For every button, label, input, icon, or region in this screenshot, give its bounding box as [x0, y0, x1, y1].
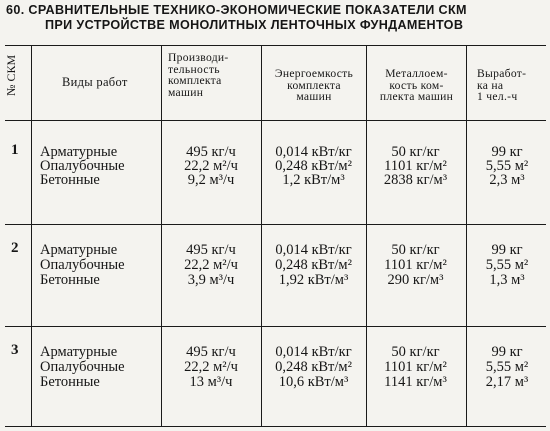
row-output: 5,55 м² — [485, 257, 529, 273]
row-energy: 0,248 кВт/м² — [275, 359, 352, 375]
column-divider-num — [31, 45, 32, 427]
header-metal: Металлоем- кость ком- плекта машин — [379, 67, 454, 103]
row-metal: 1101 кг/м² — [384, 158, 447, 174]
table-bottom-rule — [5, 426, 546, 427]
row-energy: 0,248 кВт/м² — [275, 158, 352, 174]
title-line-2: ПРИ УСТРОЙСТВЕ МОНОЛИТНЫХ ЛЕНТОЧНЫХ ФУНДАМЕНТОВ — [45, 18, 464, 32]
row-output: 99 кг — [491, 144, 523, 160]
row-prod: 9,2 м³/ч — [187, 172, 235, 188]
row-energy: 0,248 кВт/м² — [275, 257, 352, 273]
header-work: Виды работ — [62, 75, 128, 89]
row-energy: 0,014 кВт/кг — [275, 144, 352, 160]
skm-number: 3 — [11, 342, 19, 358]
row-prod: 3,9 м³/ч — [187, 272, 235, 288]
row-prod: 22,2 м²/ч — [184, 257, 238, 273]
row-output: 5,55 м² — [485, 359, 529, 375]
row-work: Бетонные — [40, 172, 100, 188]
row-prod: 495 кг/ч — [186, 144, 236, 160]
table-top-rule — [5, 45, 546, 46]
header-prod: Производи- тельность комплекта машин — [168, 51, 229, 99]
row-work: Опалубочные — [40, 359, 125, 375]
row-metal: 50 кг/кг — [391, 344, 440, 360]
group-2-bottom-rule — [5, 326, 546, 327]
row-metal: 1101 кг/м² — [384, 257, 447, 273]
row-metal: 50 кг/кг — [391, 242, 440, 258]
row-energy: 0,014 кВт/кг — [275, 344, 352, 360]
row-work: Арматурные — [40, 242, 118, 258]
column-divider-metal — [466, 45, 467, 427]
row-energy: 0,014 кВт/кг — [275, 242, 352, 258]
header-output: Выработ- ка на 1 чел.-ч — [477, 67, 527, 103]
row-prod: 495 кг/ч — [186, 344, 236, 360]
row-metal: 50 кг/кг — [391, 144, 440, 160]
row-output: 1,3 м³ — [489, 272, 525, 288]
row-metal: 2838 кг/м³ — [383, 172, 448, 188]
header-energy: Энергоемкость комплекта машин — [274, 67, 354, 103]
row-output: 2,3 м³ — [489, 172, 525, 188]
row-output: 99 кг — [491, 344, 523, 360]
row-work: Опалубочные — [40, 257, 125, 273]
row-energy: 1,2 кВт/м³ — [282, 172, 345, 188]
row-work: Арматурные — [40, 344, 118, 360]
group-1-bottom-rule — [5, 224, 546, 225]
row-energy: 10,6 кВт/м³ — [278, 374, 349, 390]
column-divider-work — [161, 45, 162, 427]
row-output: 2,17 м³ — [485, 374, 529, 390]
row-work: Арматурные — [40, 144, 118, 160]
row-prod: 22,2 м²/ч — [184, 359, 238, 375]
row-work: Бетонные — [40, 272, 100, 288]
header-num: № СКМ — [4, 54, 18, 96]
skm-number: 1 — [11, 142, 19, 158]
row-metal: 1101 кг/м² — [384, 359, 447, 375]
table-title — [6, 3, 546, 33]
row-prod: 22,2 м²/ч — [184, 158, 238, 174]
row-metal: 1141 кг/м³ — [384, 374, 447, 390]
row-energy: 1,92 кВт/м³ — [278, 272, 349, 288]
title-line-1: 60. СРАВНИТЕЛЬНЫЕ ТЕХНИКО-ЭКОНОМИЧЕСКИЕ ПОКАЗАТЕЛИ СКМ — [6, 3, 467, 17]
row-work: Бетонные — [40, 374, 100, 390]
row-output: 5,55 м² — [485, 158, 529, 174]
row-prod: 495 кг/ч — [186, 242, 236, 258]
row-metal: 290 кг/м³ — [387, 272, 444, 288]
row-prod: 13 м³/ч — [189, 374, 233, 390]
skm-number: 2 — [11, 240, 19, 256]
row-work: Опалубочные — [40, 158, 125, 174]
header-bottom-rule — [5, 120, 546, 121]
row-output: 99 кг — [491, 242, 523, 258]
